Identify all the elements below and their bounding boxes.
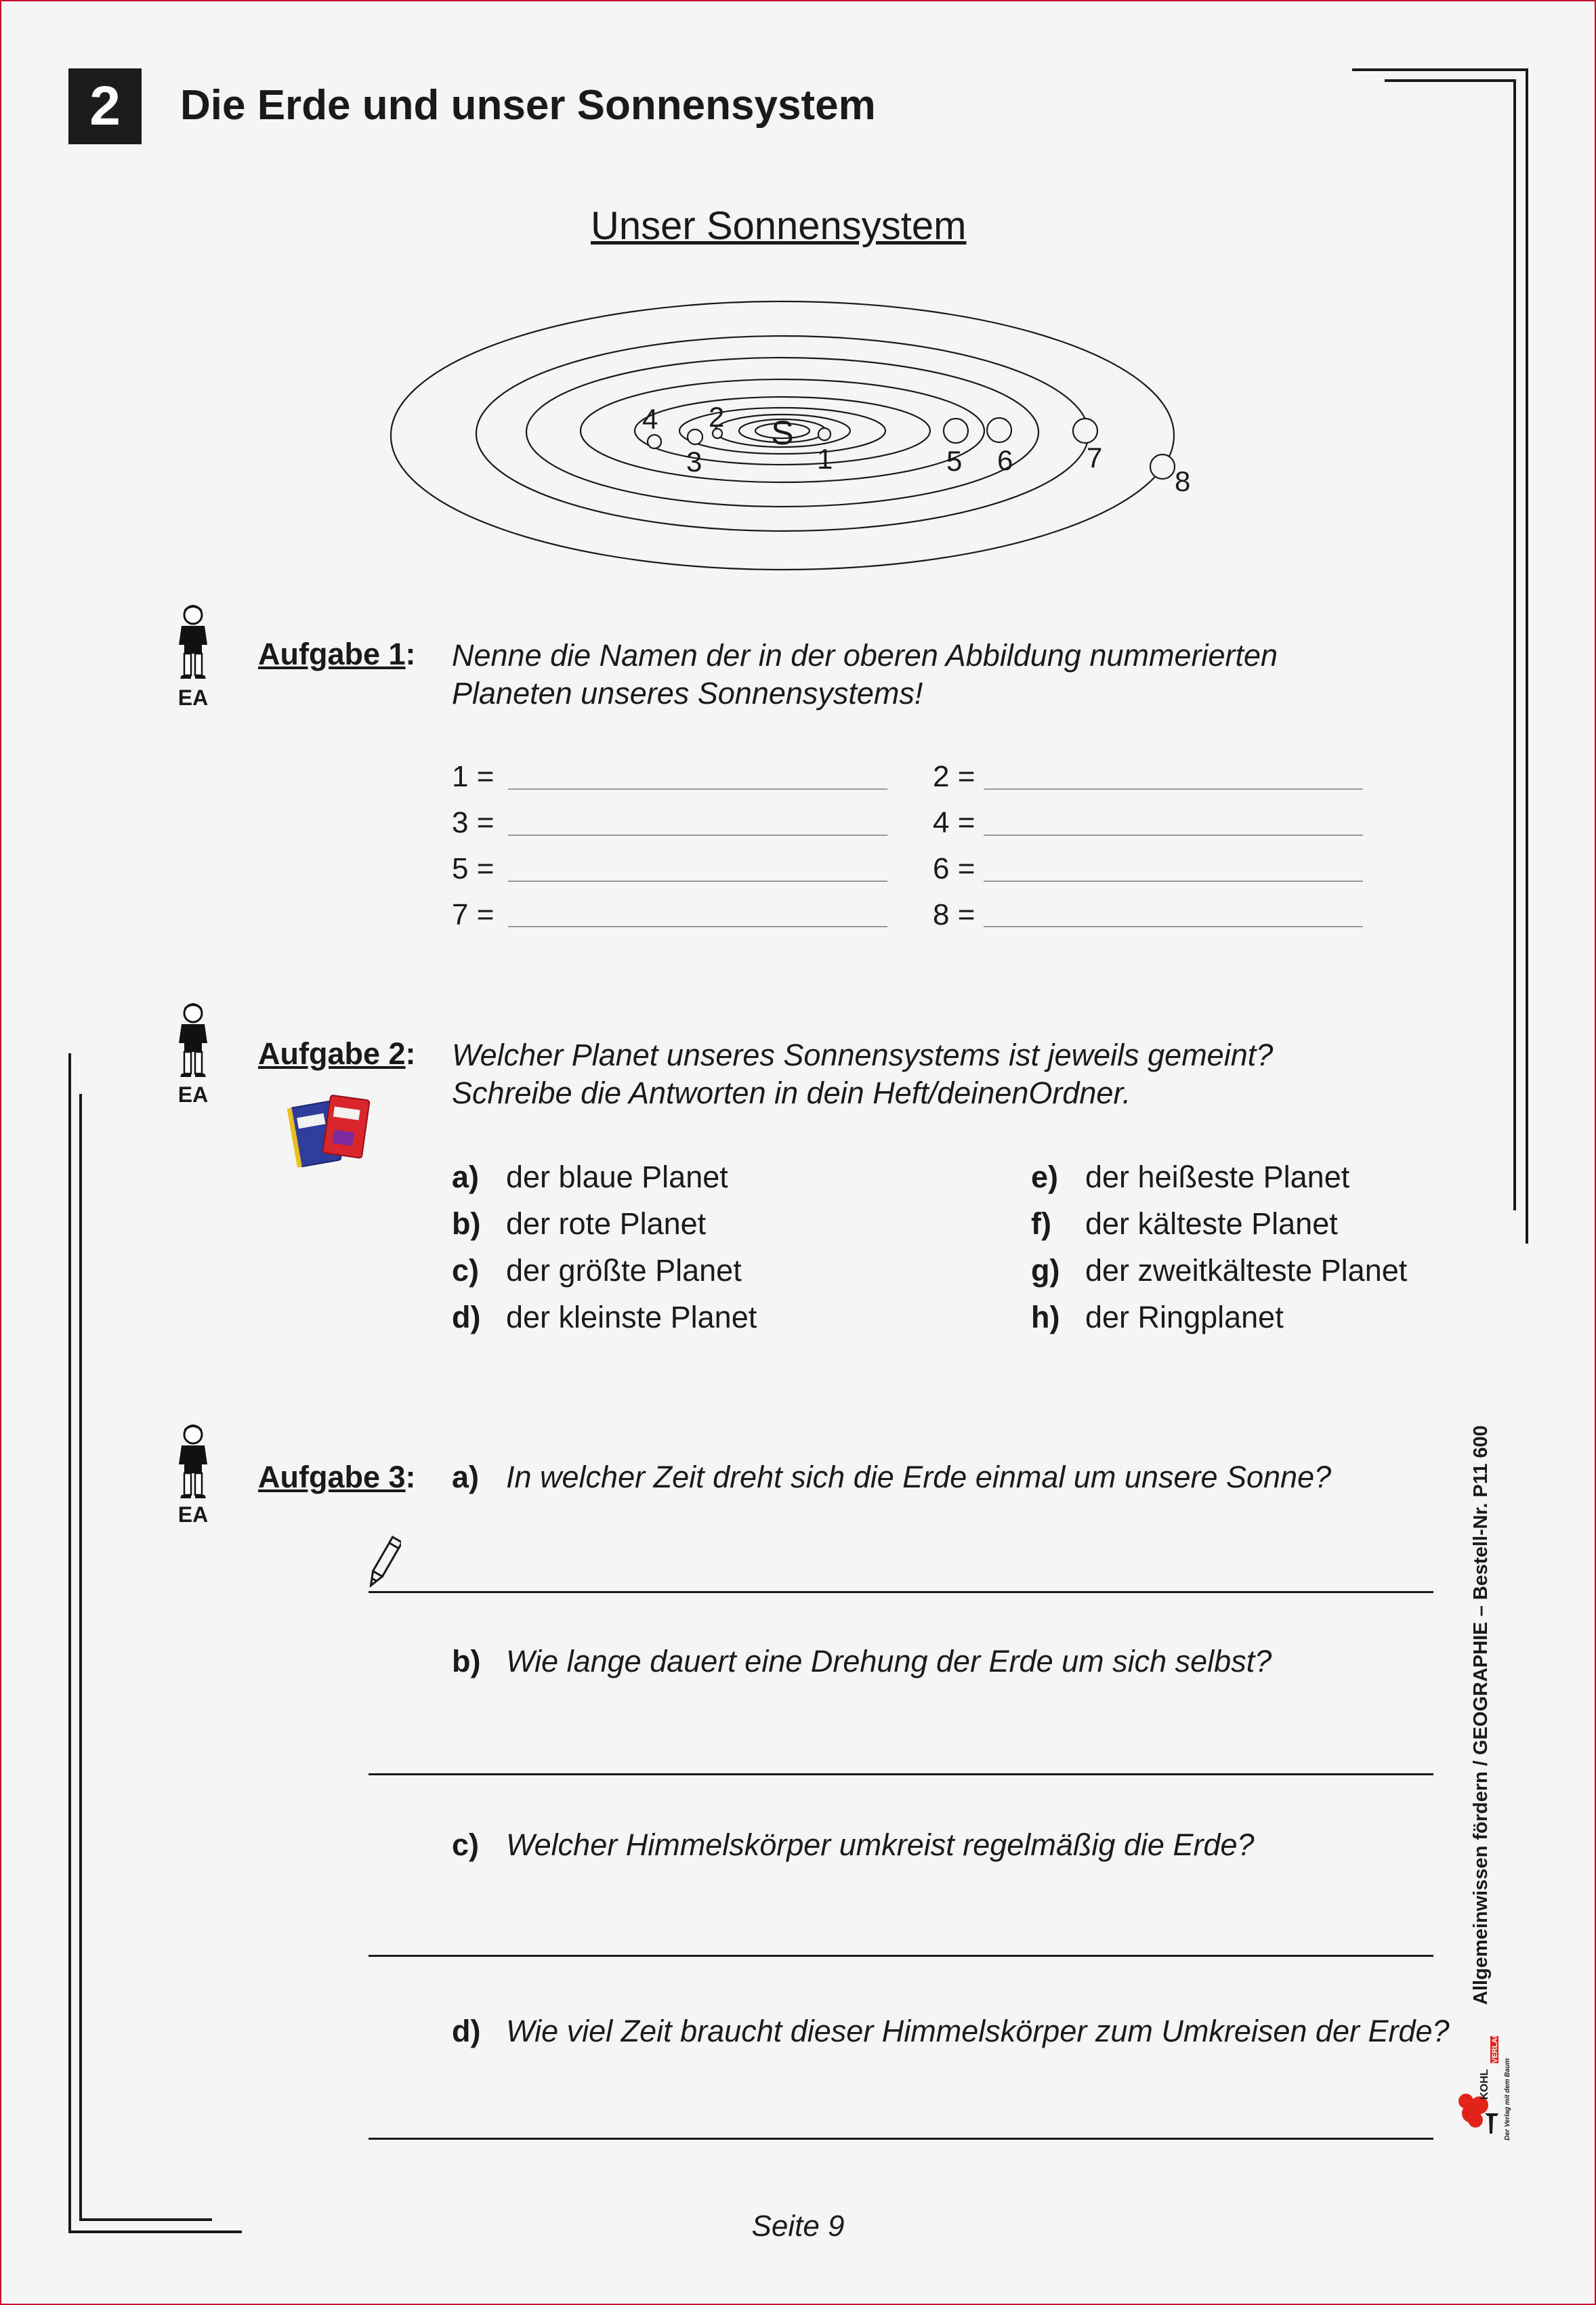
task2-item-e bbox=[1031, 1160, 1349, 1195]
frame-line bbox=[1513, 79, 1516, 1210]
item-text: der kleinste Planet bbox=[506, 1300, 757, 1334]
task2-label-text: Aufgabe 2 bbox=[258, 1036, 406, 1071]
question-text: Wie viel Zeit braucht dieser Himmelskörper zum Umkreisen der Erde? bbox=[506, 2014, 1450, 2048]
task1-text-line1: Nenne die Namen der in der oberen Abbildung nummerierten bbox=[452, 638, 1278, 673]
task2-text-line1: Welcher Planet unseres Sonnensystems ist jeweils gemeint? bbox=[452, 1038, 1274, 1072]
answer-line-5[interactable] bbox=[508, 881, 887, 882]
answer-label-7: 7 = bbox=[452, 898, 495, 931]
planet-label-1: 1 bbox=[817, 443, 833, 475]
task3-label-text: Aufgabe 3 bbox=[258, 1460, 406, 1494]
task3-question-c bbox=[452, 1827, 1255, 1863]
answer-line-3[interactable] bbox=[508, 834, 887, 836]
planet-label-4: 4 bbox=[642, 403, 658, 435]
answer-label-2: 2 = bbox=[933, 760, 975, 793]
ea-label: EA bbox=[177, 685, 209, 710]
planet-label-2: 2 bbox=[709, 401, 725, 433]
item-text: der blaue Planet bbox=[506, 1160, 728, 1194]
task3-question-a bbox=[452, 1460, 1331, 1495]
ea-label: EA bbox=[177, 1082, 209, 1107]
item-letter: a) bbox=[452, 1160, 480, 1194]
svg-text:VERLAG: VERLAG bbox=[1491, 2032, 1499, 2063]
planet-6 bbox=[987, 418, 1011, 442]
task2-item-a bbox=[452, 1160, 728, 1195]
frame-line bbox=[1352, 68, 1528, 71]
planet-1 bbox=[818, 428, 831, 440]
question-text: In welcher Zeit dreht sich die Erde einmal um unsere Sonne? bbox=[506, 1460, 1332, 1494]
task2-text-line2: Schreibe die Antworten in dein Heft/deinenOrdner. bbox=[452, 1076, 1131, 1110]
chapter-title: Die Erde und unser Sonnensystem bbox=[180, 82, 876, 129]
student-figure-icon bbox=[169, 1001, 217, 1079]
answer-line-1[interactable] bbox=[508, 788, 887, 790]
planet-label-3: 3 bbox=[686, 446, 702, 478]
planet-4 bbox=[648, 435, 661, 448]
student-figure-icon bbox=[169, 603, 217, 681]
planet-5 bbox=[944, 419, 968, 443]
pencil-icon bbox=[367, 1532, 401, 1593]
item-text: der größte Planet bbox=[506, 1253, 742, 1288]
task2-item-c bbox=[452, 1253, 742, 1288]
answer-line-7[interactable] bbox=[508, 926, 887, 927]
solar-system-diagram bbox=[379, 291, 1192, 576]
answer-line-c[interactable] bbox=[369, 1955, 1433, 1957]
task3-question-b bbox=[452, 1644, 1272, 1679]
frame-line bbox=[68, 1053, 71, 2233]
diagram-title: Unser Sonnensystem bbox=[591, 204, 967, 248]
task2-item-b bbox=[452, 1206, 706, 1242]
sun-label: S bbox=[771, 414, 794, 452]
frame-line bbox=[1526, 68, 1528, 1244]
task1-text-line2: Planeten unseres Sonnensystems! bbox=[452, 676, 923, 711]
question-text: Welcher Himmelskörper umkreist regelmäßig die Erde? bbox=[506, 1827, 1255, 1862]
item-letter: c) bbox=[452, 1253, 480, 1288]
notebook-icon bbox=[287, 1089, 375, 1170]
ea-label: EA bbox=[177, 1502, 209, 1527]
publisher-logo bbox=[1455, 2012, 1516, 2147]
answer-line-b[interactable] bbox=[369, 1773, 1433, 1775]
item-text: der zweitkälteste Planet bbox=[1085, 1253, 1408, 1288]
answer-label-4: 4 = bbox=[933, 806, 975, 839]
planet-label-6: 6 bbox=[997, 444, 1013, 476]
planet-label-8: 8 bbox=[1175, 465, 1191, 497]
answer-line-4[interactable] bbox=[984, 834, 1363, 836]
planet-label-7: 7 bbox=[1087, 442, 1103, 473]
task2-label: Aufgabe 2: bbox=[258, 1036, 416, 1071]
item-text: der kälteste Planet bbox=[1085, 1206, 1338, 1241]
item-letter: b) bbox=[452, 1206, 481, 1241]
question-letter: c) bbox=[452, 1827, 480, 1862]
planet-label-5: 5 bbox=[946, 445, 963, 477]
answer-line-2[interactable] bbox=[984, 788, 1363, 790]
question-text: Wie lange dauert eine Drehung der Erde um sich selbst? bbox=[506, 1644, 1272, 1678]
item-letter: g) bbox=[1031, 1253, 1060, 1288]
question-letter: d) bbox=[452, 2014, 481, 2048]
question-letter: a) bbox=[452, 1460, 480, 1494]
item-text: der rote Planet bbox=[506, 1206, 707, 1241]
answer-label-8: 8 = bbox=[933, 898, 975, 931]
item-letter: h) bbox=[1031, 1300, 1060, 1334]
page-number: Seite 9 bbox=[751, 2209, 845, 2243]
svg-text:Der Verlag mit dem Baum: Der Verlag mit dem Baum bbox=[1504, 2058, 1511, 2140]
answer-label-3: 3 = bbox=[452, 806, 495, 839]
task2-item-d bbox=[452, 1300, 757, 1335]
frame-line bbox=[79, 1094, 82, 2221]
answer-label-5: 5 = bbox=[452, 852, 495, 885]
answer-label-6: 6 = bbox=[933, 852, 975, 885]
item-text: der Ringplanet bbox=[1085, 1300, 1284, 1334]
answer-line-d[interactable] bbox=[369, 2138, 1433, 2140]
planet-7 bbox=[1073, 419, 1097, 443]
item-text: der heißeste Planet bbox=[1085, 1160, 1350, 1194]
planet-8 bbox=[1150, 454, 1175, 479]
answer-line-a[interactable] bbox=[369, 1591, 1433, 1593]
task1-label: Aufgabe 1: bbox=[258, 637, 416, 671]
task3-label: Aufgabe 3: bbox=[258, 1460, 416, 1494]
task2-item-g bbox=[1031, 1253, 1407, 1288]
item-letter: e) bbox=[1031, 1160, 1059, 1194]
answer-label-1: 1 = bbox=[452, 760, 495, 793]
planet-3 bbox=[688, 429, 702, 444]
question-letter: b) bbox=[452, 1644, 481, 1678]
task2-item-h bbox=[1031, 1300, 1284, 1335]
answer-line-6[interactable] bbox=[984, 881, 1363, 882]
task2-item-f bbox=[1031, 1206, 1338, 1242]
chapter-number-badge: 2 bbox=[68, 68, 142, 144]
sidebar-text: Allgemeinwissen fördern / GEOGRAPHIE – Bestell-Nr. P11 600 bbox=[1470, 1425, 1492, 2005]
item-letter: d) bbox=[452, 1300, 481, 1334]
task3-question-d bbox=[452, 2014, 1450, 2049]
frame-line bbox=[1385, 79, 1516, 82]
svg-text:KOHL: KOHL bbox=[1479, 2069, 1490, 2100]
item-letter: f) bbox=[1031, 1206, 1051, 1241]
task1-label-text: Aufgabe 1 bbox=[258, 637, 406, 671]
student-figure-icon bbox=[169, 1422, 217, 1500]
answer-line-8[interactable] bbox=[984, 926, 1363, 927]
